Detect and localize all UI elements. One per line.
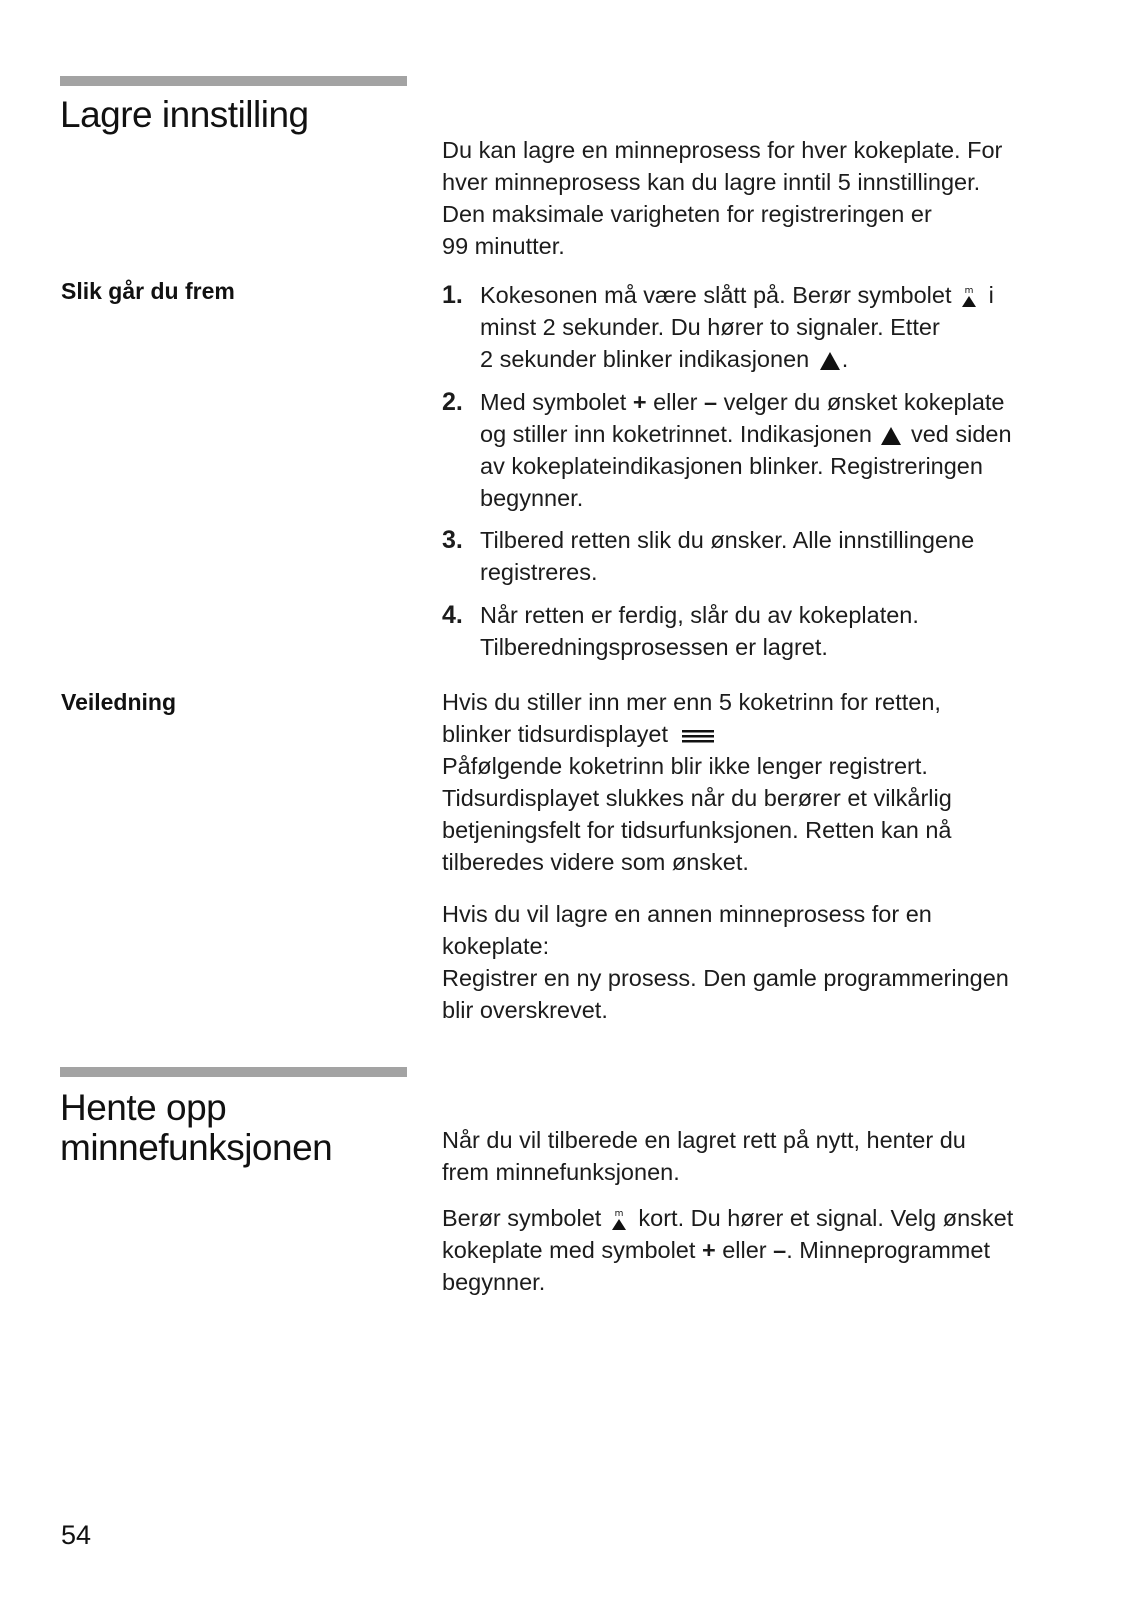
filled-triangle-icon (880, 426, 902, 446)
timer-display-bars-icon (681, 727, 715, 745)
guide-paragraph-2: Hvis du vil lagre en annen minneprosess for en kokeplate: Registrer en ny prosess. Den gamle programmeringen blir overskrevet. (442, 901, 1009, 1023)
recall-paragraph-1: Når du vil tilberede en lagret rett på nytt, henter du frem minnefunksjonen. (442, 1127, 966, 1185)
memory-triangle-icon (610, 1208, 628, 1232)
plus-symbol: + (701, 1237, 716, 1263)
section-title-hente-opp: Hente opp minnefunksjonen (60, 1087, 333, 1168)
step-number: 1. (442, 281, 463, 309)
minus-symbol: – (773, 1237, 787, 1263)
svg-text:m: m (964, 285, 974, 296)
step-4: 4. Når retten er ferdig, slår du av kokeplaten. Tilberedningsprosessen er lagret. (442, 601, 919, 660)
svg-text:m: m (614, 1208, 624, 1219)
step-number: 3. (442, 526, 463, 554)
section-rule-1 (60, 76, 407, 86)
intro-paragraph: Du kan lagre en minneprosess for hver kokeplate. For hver minneprosess kan du lagre inntil 5 innstillinger. Den maksimale varigheten for registreringen er 99 minutter. (442, 137, 1003, 259)
section-rule-2 (60, 1067, 407, 1077)
step-1: 1. Kokesonen må være slått på. Berør symbolet m i minst 2 sekunder. Du hører to signaler. Etter 2 sekunder blinker indikasjonen . (442, 281, 994, 372)
memory-triangle-icon (960, 285, 978, 309)
procedure-label: Slik går du frem (61, 278, 235, 304)
section-title-lagre-innstilling: Lagre innstilling (60, 94, 309, 135)
step-number: 2. (442, 388, 463, 416)
step-number: 4. (442, 601, 463, 629)
guide-label: Veiledning (61, 689, 177, 715)
step-2: 2. Med symbolet + eller – velger du ønsket kokeplate og stiller inn koketrinnet. Indikasjonen ved siden av kokeplateindikasjonen blinker. Registreringen begynner. (442, 388, 1012, 511)
filled-triangle-icon (819, 351, 841, 371)
minus-symbol: – (704, 389, 718, 415)
recall-paragraph-2: Berør symbolet m kort. Du hører et signal. Velg ønsket kokeplate med symbolet + eller –. Minneprogrammet begynner. (442, 1205, 1014, 1295)
page-number: 54 (61, 1520, 92, 1550)
step-3: 3. Tilbered retten slik du ønsker. Alle innstillingene registreres. (442, 526, 975, 585)
plus-symbol: + (632, 389, 647, 415)
guide-paragraph-1: Hvis du stiller inn mer enn 5 koketrinn for retten, blinker tidsurdisplayet Påfølgende koketrinn blir ikke lenger registrert. Tidsurdisplayet slukkes når du berører et vilkårlig betjeningsfelt for tidsurfunksjonen. Retten kan nå tilberedes videre som ønsket. (442, 689, 952, 875)
